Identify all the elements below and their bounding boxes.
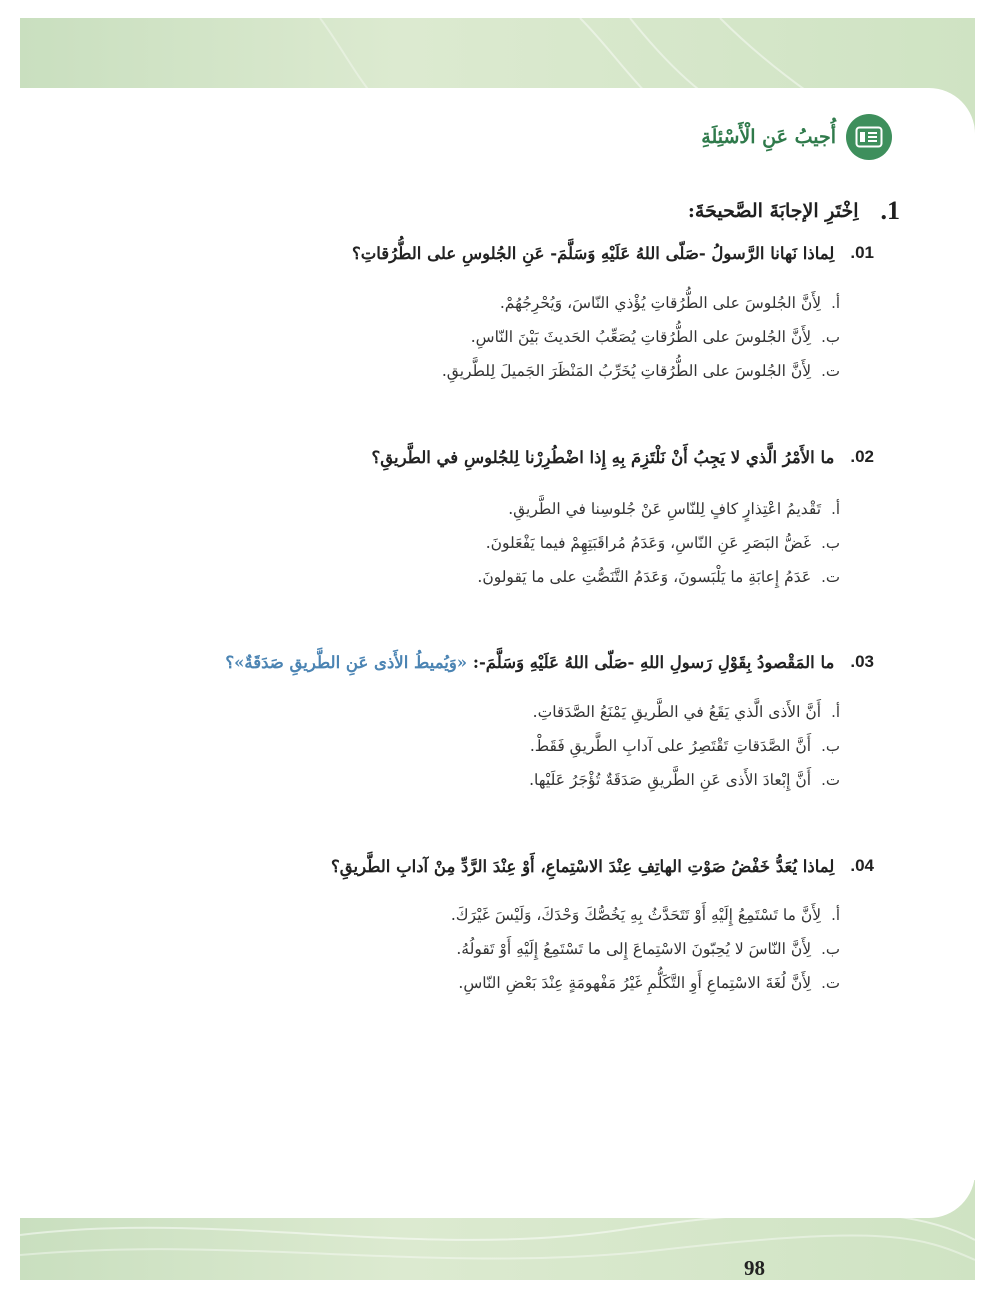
option-c[interactable] [451,966,840,1000]
question-text: لِماذا يُعَدُّ خَفْضُ صَوْتِ الهاتِفِ عِنْدَ الاسْتِماعِ، أَوْ عِنْدَ الرَّدِّ مِنْ آدابِ الطَّريقِ؟ [330,856,835,876]
option-letter: ب. [821,737,840,755]
option-b[interactable] [477,526,840,560]
option-letter: أ. [831,500,840,518]
question-2 [371,447,874,467]
question-number: 02. [850,447,874,466]
option-letter: أ. [831,906,840,924]
question-3 [225,652,874,672]
question-text [225,653,834,672]
section-header [701,117,892,157]
page-number: 98 [744,1256,765,1280]
question-4 [331,856,874,876]
question-text: لِماذا نَهانا الرَّسولُ -صَلّى اللهُ عَلَيْهِ وَسَلَّمَ- عَنِ الجُلوسِ على الطُّرُقاتِ؟ [351,243,835,263]
option-c[interactable] [477,560,840,594]
option-a[interactable] [477,492,840,526]
option-a[interactable] [451,898,840,932]
question-text-main: ما المَقْصودُ بِقَوْلِ رَسولِ اللهِ -صَلّى اللهُ عَلَيْهِ وَسَلَّمَ-: [472,652,835,672]
exercise-number: 1. [880,196,900,225]
option-letter: أ. [831,703,840,721]
option-c[interactable] [529,763,840,797]
exercise-title: اِخْتَرِ الإجابَةَ الصَّحيحَةَ: [687,200,859,222]
question-4-options [451,898,840,1000]
question-3-options [529,695,840,797]
question-number: 04. [850,856,874,875]
question-number: 01. [850,243,874,262]
option-text: لِأَنَّ النّاسَ لا يُحِبّونَ الاسْتِماعَ إِلى ما تَسْتَمِعُ إِلَيْهِ أَوْ تَقولُهُ. [456,940,812,958]
option-text: لِأَنَّ الجُلوسَ على الطُّرُقاتِ يُصَعِّبُ الحَديثَ بَيْنَ النّاسِ. [470,328,812,346]
option-text: لِأَنَّ لُغَةَ الاسْتِماعِ أَوِ التَّكَلُّمِ غَيْرُ مَفْهومَةٍ عِنْدَ بَعْضِ النّاسِ. [458,974,812,992]
option-letter: أ. [831,294,840,312]
option-letter: ب. [821,534,840,552]
hadith-quote: «وَيُميطُ الأَذى عَنِ الطَّريقِ صَدَقَةٌ»؟ [225,652,468,672]
question-1-options [442,286,840,388]
option-text: أَنَّ إِبْعادَ الأَذى عَنِ الطَّريقِ صَدَقَةٌ تُؤْجَرُ عَلَيْها. [529,771,812,789]
option-b[interactable] [442,320,840,354]
option-b[interactable] [529,729,840,763]
question-1 [352,243,874,263]
option-text: أَنَّ الصَّدَقاتِ تَقْتَصِرُ على آدابِ الطَّريقِ فَقَطْ. [529,737,812,755]
question-2-options [477,492,840,594]
option-text: لِأَنَّ الجُلوسَ على الطُّرُقاتِ يُؤْذي النّاسَ، وَيُحْرِجُهُمْ. [499,294,822,312]
option-letter: ب. [821,328,840,346]
option-letter: ت. [821,568,840,586]
option-text: لِأَنَّ الجُلوسَ على الطُّرُقاتِ يُخَرِّبُ المَنْظَرَ الجَميلَ لِلطَّريقِ. [441,362,812,380]
question-text: ما الأَمْرُ الَّذي لا يَجِبُ أَنْ نَلْتَزِمَ بِهِ إِذا اضْطُرِرْنا لِلجُلوسِ في الطَّريقِ؟ [371,447,835,467]
option-letter: ب. [821,940,840,958]
option-a[interactable] [442,286,840,320]
option-c[interactable] [442,354,840,388]
option-text: لِأَنَّ ما تَسْتَمِعُ إِلَيْهِ أَوْ تَتَحَدَّثُ بِهِ يَخُصُّكَ وَحْدَكَ، وَلَيْسَ غَيْرَكَ. [450,906,822,924]
exercise-heading [688,196,900,226]
option-b[interactable] [451,932,840,966]
option-text: عَدَمُ إِعابَةِ ما يَلْبَسونَ، وَعَدَمُ التَّنَصُّتِ على ما يَقولونَ. [477,568,812,586]
option-text: غَضُّ البَصَرِ عَنِ النّاسِ، وَعَدَمُ مُراقَبَتِهِمْ فيما يَفْعَلونَ. [485,534,812,552]
question-list-icon [846,114,892,160]
option-text: أَنَّ الأَذى الَّذي يَقَعُ في الطَّريقِ يَمْنَعُ الصَّدَقاتِ. [532,703,822,721]
header-title: أُجيبُ عَنِ الْأَسْئِلَةِ [701,126,836,148]
question-number: 03. [850,652,874,671]
option-a[interactable] [529,695,840,729]
option-letter: ت. [821,362,840,380]
option-letter: ت. [821,771,840,789]
option-text: تَقْديمُ اعْتِذارٍ كافٍ لِلنّاسِ عَنْ جُلوسِنا في الطَّريقِ. [508,500,822,518]
option-letter: ت. [821,974,840,992]
